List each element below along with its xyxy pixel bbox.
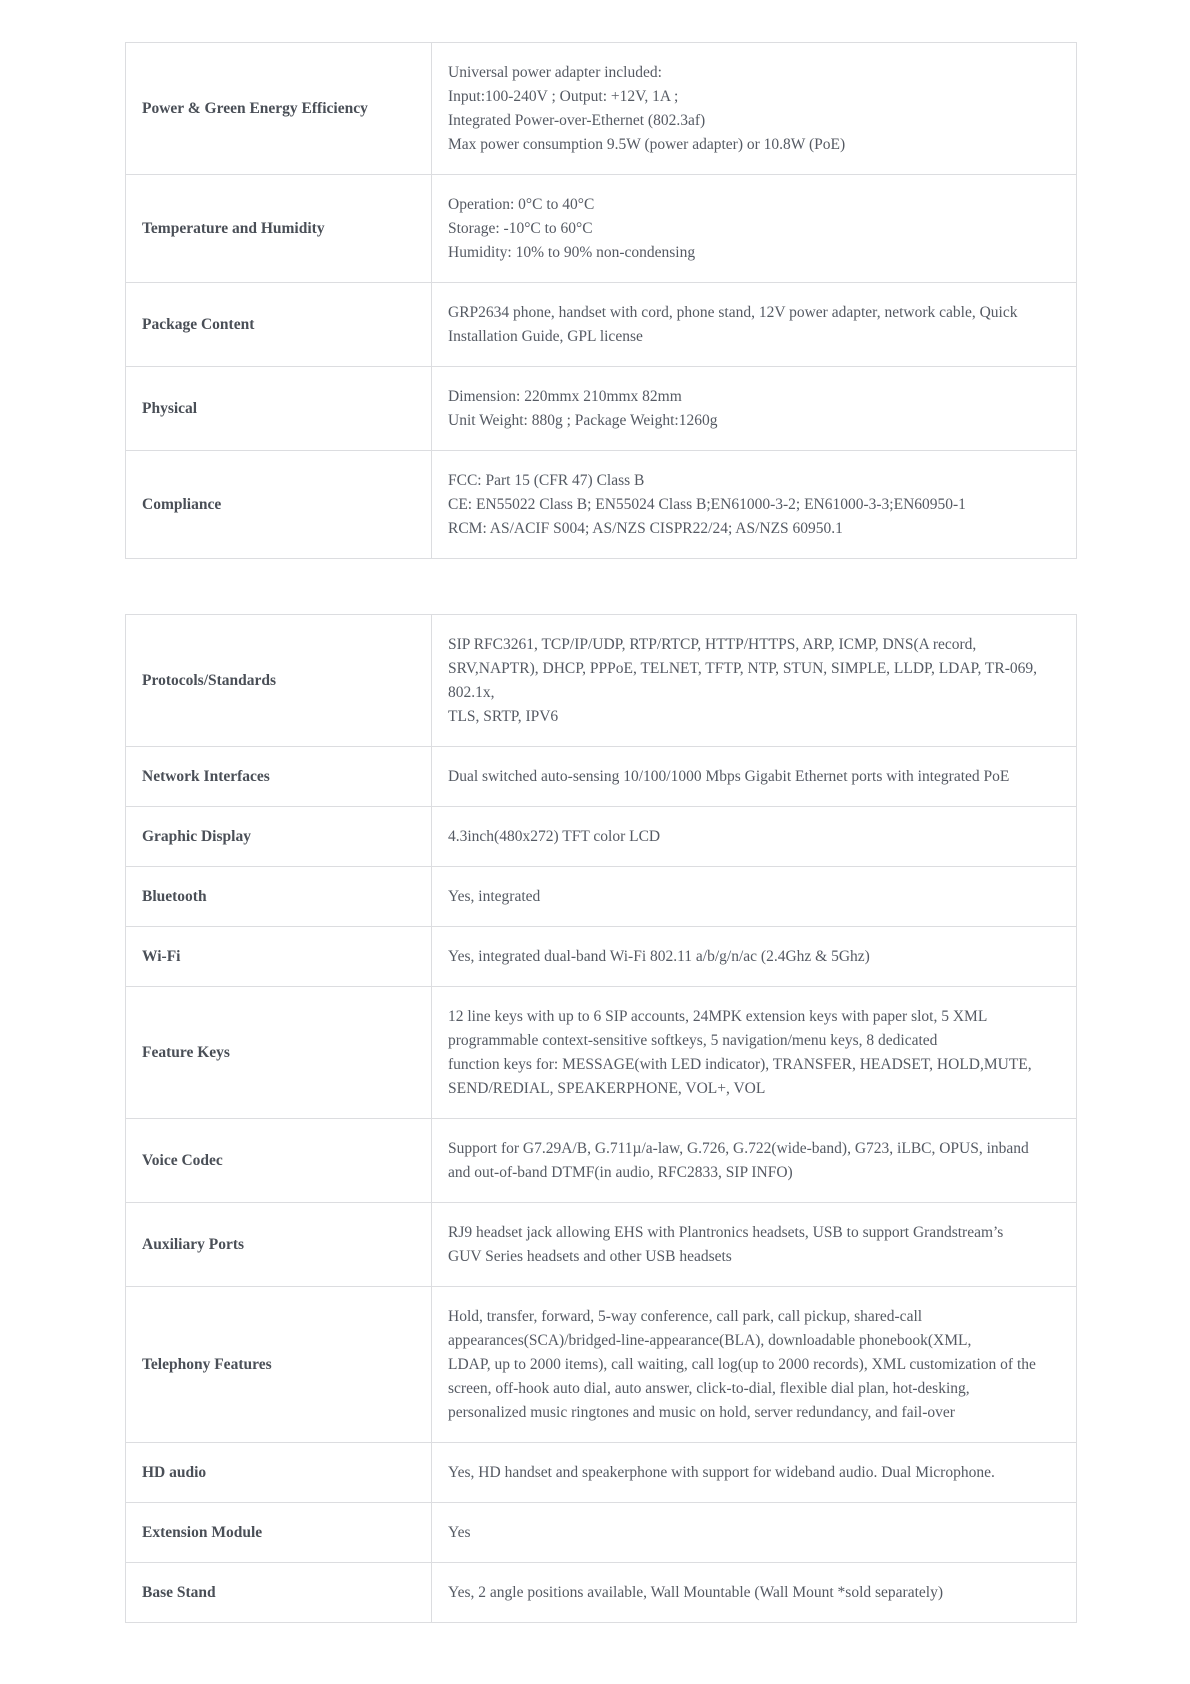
spec-label: Compliance <box>126 451 432 559</box>
spec-value-line: Yes, 2 angle positions available, Wall Mountable (Wall Mount *sold separately) <box>448 1583 944 1601</box>
table-row-graphic-display <box>126 807 1077 867</box>
table-row-wi-fi <box>126 927 1077 987</box>
spec-value-line: GUV Series headsets and other USB headsets <box>448 1247 732 1265</box>
spec-value <box>432 1287 1077 1443</box>
spec-value <box>432 175 1077 283</box>
spec-value-line: Storage: -10°C to 60°C <box>448 219 593 237</box>
spec-value-line: 4.3inch(480x272) TFT color LCD <box>448 827 661 845</box>
spec-label: Auxiliary Ports <box>126 1203 432 1287</box>
spec-label: Physical <box>126 367 432 451</box>
spec-value-line: and out-of-band DTMF(in audio, RFC2833, SIP INFO) <box>448 1163 793 1181</box>
spec-value-line: appearances(SCA)/bridged-line-appearance(BLA), downloadable phonebook(XML, <box>448 1331 972 1349</box>
spec-value <box>432 615 1077 747</box>
spec-value-line: Dual switched auto-sensing 10/100/1000 Mbps Gigabit Ethernet ports with integrated PoE <box>448 767 1010 785</box>
spec-value <box>432 367 1077 451</box>
spec-value <box>432 451 1077 559</box>
spec-value <box>432 1503 1077 1563</box>
spec-value-line: GRP2634 phone, handset with cord, phone stand, 12V power adapter, network cable, Quick <box>448 303 1018 321</box>
spec-value-line: CE: EN55022 Class B; EN55024 Class B;EN61000-3-2; EN61000-3-3;EN60950-1 <box>448 495 966 513</box>
spec-value <box>432 283 1077 367</box>
spec-value-line: RCM: AS/ACIF S004; AS/NZS CISPR22/24; AS/NZS 60950.1 <box>448 519 843 537</box>
table-row-extension-module <box>126 1503 1077 1563</box>
spec-value-line: SEND/REDIAL, SPEAKERPHONE, VOL+, VOL <box>448 1079 766 1097</box>
spec-value-line: Support for G7.29A/B, G.711µ/a-law, G.726, G.722(wide-band), G723, iLBC, OPUS, inband <box>448 1139 1029 1157</box>
spec-value <box>432 987 1077 1119</box>
table-row-hd-audio <box>126 1443 1077 1503</box>
spec-table-general <box>125 42 1077 559</box>
spec-label: Bluetooth <box>126 867 432 927</box>
spec-value <box>432 1119 1077 1203</box>
spec-label: HD audio <box>126 1443 432 1503</box>
spec-value-line: Installation Guide, GPL license <box>448 327 643 345</box>
spec-value-line: Humidity: 10% to 90% non-condensing <box>448 243 696 261</box>
spec-value-line: Yes, integrated <box>448 887 541 905</box>
spec-value <box>432 867 1077 927</box>
table-row-voice-codec <box>126 1119 1077 1203</box>
spec-value-line: Yes, integrated dual-band Wi-Fi 802.11 a/b/g/n/ac (2.4Ghz & 5Ghz) <box>448 947 870 965</box>
spec-value <box>432 927 1077 987</box>
table-row-physical <box>126 367 1077 451</box>
spec-value-line: Input:100-240V ; Output: +12V, 1A ; <box>448 87 679 105</box>
spec-value-line: programmable context-sensitive softkeys, 5 navigation/menu keys, 8 dedicated <box>448 1031 938 1049</box>
spec-value-line: Dimension: 220mmx 210mmx 82mm <box>448 387 682 405</box>
spec-label: Network Interfaces <box>126 747 432 807</box>
spec-table-body <box>126 615 1077 1623</box>
table-row-compliance <box>126 451 1077 559</box>
spec-value-line: Integrated Power-over-Ethernet (802.3af) <box>448 111 706 129</box>
spec-value-line: Max power consumption 9.5W (power adapter) or 10.8W (PoE) <box>448 135 846 153</box>
spec-value-line: RJ9 headset jack allowing EHS with Plantronics headsets, USB to support Grandstream’s <box>448 1223 1004 1241</box>
spec-value <box>432 807 1077 867</box>
spec-value-line: SRV,NAPTR), DHCP, PPPoE, TELNET, TFTP, NTP, STUN, SIMPLE, LLDP, LDAP, TR-069, <box>448 659 1038 677</box>
spec-value-line: function keys for: MESSAGE(with LED indicator), TRANSFER, HEADSET, HOLD,MUTE, <box>448 1055 1032 1073</box>
spec-value-line: FCC: Part 15 (CFR 47) Class B <box>448 471 645 489</box>
spec-label: Graphic Display <box>126 807 432 867</box>
table-row-power-and-green-energy-efficiency <box>126 43 1077 175</box>
table-row-protocols-standards <box>126 615 1077 747</box>
table-row-telephony-features <box>126 1287 1077 1443</box>
spec-value <box>432 747 1077 807</box>
spec-value-line: Yes <box>448 1523 471 1541</box>
table-row-package-content <box>126 283 1077 367</box>
spec-label: Feature Keys <box>126 987 432 1119</box>
spec-value <box>432 1203 1077 1287</box>
spec-label: Temperature and Humidity <box>126 175 432 283</box>
spec-value <box>432 1563 1077 1623</box>
table-row-auxiliary-ports <box>126 1203 1077 1287</box>
spec-value-line: 802.1x, <box>448 683 495 701</box>
spec-value <box>432 1443 1077 1503</box>
spec-value-line: 12 line keys with up to 6 SIP accounts, 24MPK extension keys with paper slot, 5 XML <box>448 1007 988 1025</box>
spec-label: Voice Codec <box>126 1119 432 1203</box>
spec-value-line: TLS, SRTP, IPV6 <box>448 707 559 725</box>
spec-value-line: personalized music ringtones and music on hold, server redundancy, and fail-over <box>448 1403 955 1421</box>
spec-label: Telephony Features <box>126 1287 432 1443</box>
spec-value-line: Universal power adapter included: <box>448 63 662 81</box>
spec-label: Extension Module <box>126 1503 432 1563</box>
spec-label: Wi-Fi <box>126 927 432 987</box>
spec-value-line: screen, off-hook auto dial, auto answer, click-to-dial, flexible dial plan, hot-desking, <box>448 1379 970 1397</box>
table-row-temperature-and-humidity <box>126 175 1077 283</box>
table-row-base-stand <box>126 1563 1077 1623</box>
spec-value-line: SIP RFC3261, TCP/IP/UDP, RTP/RTCP, HTTP/HTTPS, ARP, ICMP, DNS(A record, <box>448 635 977 653</box>
spec-value-line: Yes, HD handset and speakerphone with support for wideband audio. Dual Microphone. <box>448 1463 995 1481</box>
spec-value-line: Hold, transfer, forward, 5-way conference, call park, call pickup, shared-call <box>448 1307 923 1325</box>
table-row-network-interfaces <box>126 747 1077 807</box>
table-row-bluetooth <box>126 867 1077 927</box>
spec-value <box>432 43 1077 175</box>
spec-table-features <box>125 614 1077 1623</box>
spec-value-line: Unit Weight: 880g ; Package Weight:1260g <box>448 411 718 429</box>
spec-label: Package Content <box>126 283 432 367</box>
spec-label: Power & Green Energy Efficiency <box>126 43 432 175</box>
spec-label: Base Stand <box>126 1563 432 1623</box>
spec-table-body <box>126 43 1077 559</box>
spec-value-line: Operation: 0°C to 40°C <box>448 195 595 213</box>
table-row-feature-keys <box>126 987 1077 1119</box>
spec-label: Protocols/Standards <box>126 615 432 747</box>
spec-value-line: LDAP, up to 2000 items), call waiting, call log(up to 2000 records), XML customization of the <box>448 1355 1036 1373</box>
